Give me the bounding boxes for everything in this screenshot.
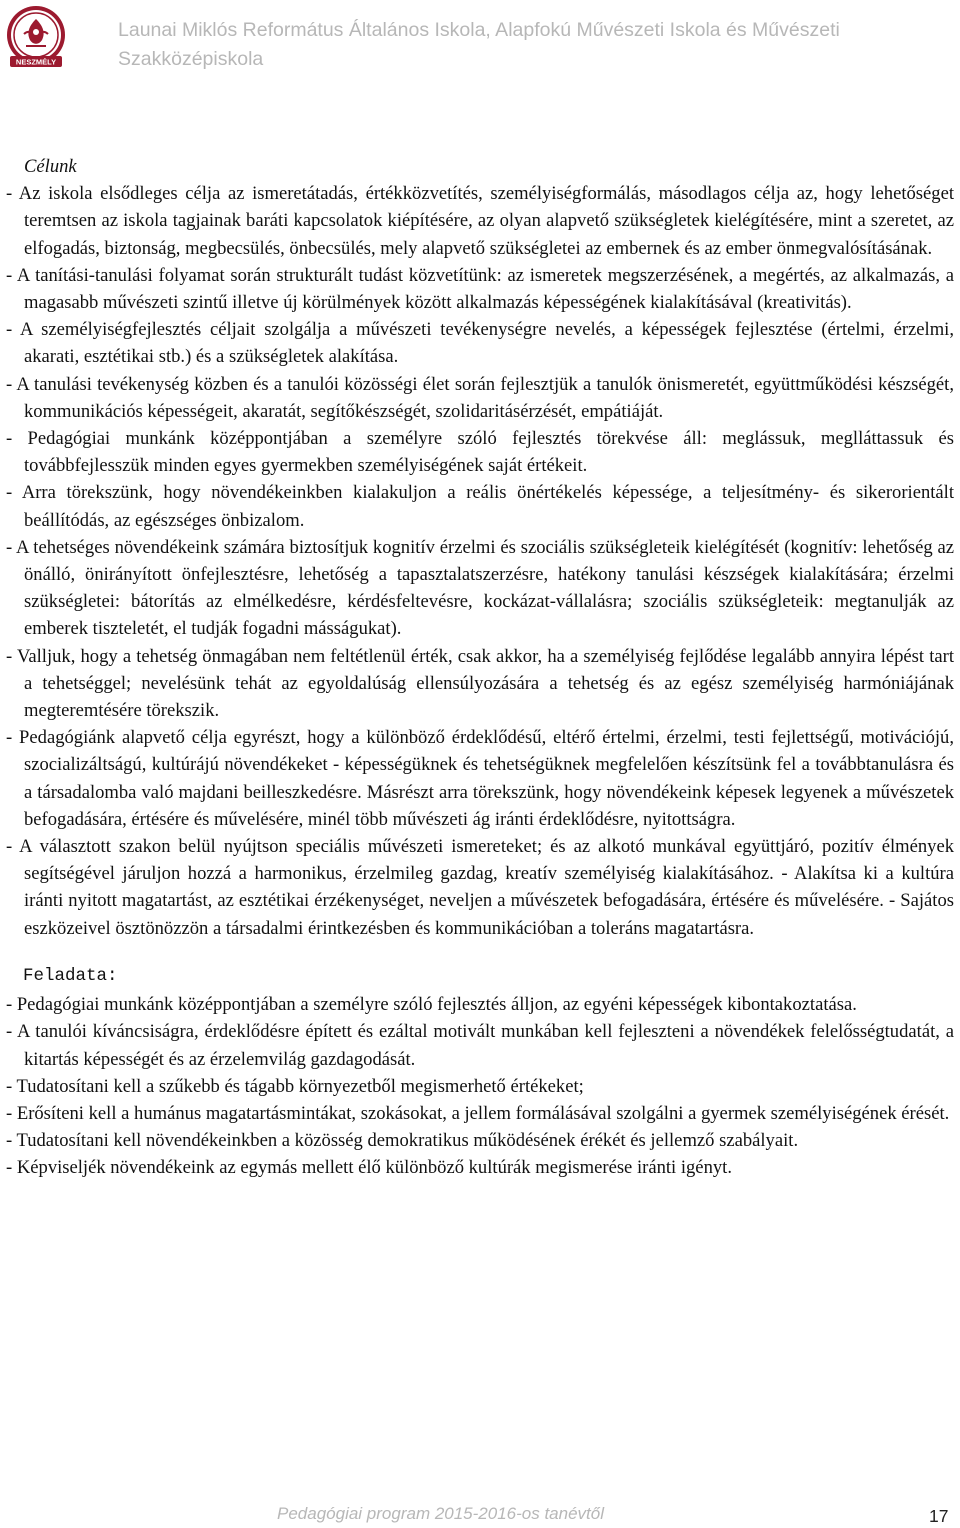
section-title-celunk: Célunk <box>24 156 77 177</box>
celunk-paragraph: - A tanulási tevékenység közben és a tanulói közösségi élet során fejlesztjük a tanulók önismeretét, együttműködési készségét, kommunikációs képességeit, akaratát, segítőkészségét, szolidaritásérzését, empátiáját. <box>6 373 954 422</box>
feladata-paragraph: - Erősíteni kell a humánus magatartásmintákat, szokásokat, a jellem formálásával szolgálni a gyermek személyiségének érését. <box>6 1102 950 1124</box>
celunk-paragraph: - Valljuk, hogy a tehetség önmagában nem feltétlenül érték, csak akkor, ha a személyiség fejlődése legalább annyira lépést tart a tehetséggel; nevelésünk tehát az egyoldalúság ellensúlyozására a tehetség és az egész személyiség harmóniájának megteremtésére törekszik. <box>6 645 954 722</box>
celunk-paragraph: - Az iskola elsődleges célja az ismeretátadás, értékközvetítés, személyiségformálás, másodlagos célja az, hogy lehetőséget teremtsen az iskola tagjainak baráti kapcsolatok kiépítésére, az olyan alapvető szükségletek kielégítésére, mint a szeretet, az elfogadás, biztonság, megbecsülés, önbecsülés, mely alapvető szükségletei az embernek és az ember önmegvalósításának. <box>6 183 954 259</box>
celunk-paragraph: - Pedagógiánk alapvető célja egyrészt, hogy a különböző érdeklődésű, eltérő értelmi, érzelmi, testi fejlettségű, motivációjú, szocializáltságú, kultúrájú növendékeket - képességüknek és tehetségüknek megfelelően készítsünk fel a továbbtanulásra és a társadalomba való majdani beilleszkedésre. Másrészt arra törekszünk, hogy növendékeink képesek legyenek a művészetek befogadására, értésére és művelésére, minél több művészeti ág iránti érdeklődésre, nyitottságra. <box>6 727 954 830</box>
header-school-name <box>118 16 948 74</box>
logo-caption: NESZMÉLY <box>15 57 57 67</box>
celunk-paragraph: - A tanítási-tanulási folyamat során strukturált tudást közvetítünk: az ismeretek megszerzésének, a megértés, az alkalmazás, a magasabb művészeti szintű illetve új körülmények között alkalmazás képességének kialakításával (kreativitás). <box>6 264 954 314</box>
celunk-paragraph: - A tehetséges növendékeink számára biztosítjuk kognitív érzelmi és szociális szükségleteik kielégítését (kognitív: lehetőség az önálló, önirányított önfejlesztésre, lehetőség a tapasztalatszerzésre, hatékony tanulási készségek kialakítására; érzelmi szükségletei: bátorítás az elmélkedésre, kérdésfeltevésre, kockázat-vállalásra; szociális szükségleteik: megtanulják az emberek tiszteletét, el tudják fogadni másságukat). <box>6 536 954 640</box>
celunk-paragraph: - Pedagógiai munkánk középpontjában a személyre szóló fejlesztés törekvése áll: meglássuk, meglláttassuk és továbbfejlesszük minden egyes gyermekben személyiségének saját értékeit. <box>6 428 954 477</box>
page-number: 17 <box>929 1506 949 1526</box>
school-logo-emblem <box>4 4 68 70</box>
document-body <box>6 153 954 1182</box>
header-title-line2: Szakközépiskola <box>118 48 264 70</box>
celunk-paragraph: - Arra törekszünk, hogy növendékeinkben kialakuljon a reális önértékelés képessége, a teljesítmény- és sikerorientált beállítódás, az egészséges önbizalom. <box>6 482 954 531</box>
feladata-paragraph: - A tanulói kíváncsiságra, érdeklődésre épített és ezáltal motivált munkában kell fejleszteni a növendékek felelősségtudatát, a kitartás képességét és az érzelemvilág gazdagodását. <box>6 1021 954 1070</box>
section-title-feladata: Feladata: <box>23 965 118 986</box>
feladata-paragraph: - Tudatosítani kell növendékeinkben a közösség demokratikus működésének érékét és jellemző szabályait. <box>6 1130 799 1152</box>
page-header <box>0 0 960 80</box>
page-footer <box>0 1500 960 1528</box>
celunk-paragraph: - A választott szakon belül nyújtson speciális művészeti ismereteket; és az alkotó munkával együttjáró, pozitív élmények segítségével járuljon hozzá a harmonikus, érzelmileg gazdag, kreatív személyiség kialakításához. - Alakítsa ki a kultúra iránti nyitott magatartást, az esztétikai érzékenységet, neveljen a művészetek befogadására, értésére és művelésére. - Sajátos eszközeivel ösztönözzön a társadalmi érintkezésben és kommunikációban a toleráns magatartásra. <box>6 836 954 939</box>
footer-program-title: Pedagógiai program 2015-2016-os tanévtől <box>277 1504 605 1523</box>
header-title-line1: Launai Miklós Református Általános Iskola, Alapfokú Művészeti Iskola és Művészeti <box>118 19 840 41</box>
feladata-paragraph: - Pedagógiai munkánk középpontjában a személyre szóló fejlesztés álljon, az egyéni képességek kibontakoztatása. <box>6 994 857 1016</box>
celunk-paragraph: - A személyiségfejlesztés céljait szolgálja a művészeti tevékenységre nevelés, a képességek fejlesztése (értelmi, érzelmi, akarati, esztétikai stb.) és a szükségletek alakítása. <box>6 319 954 368</box>
feladata-paragraph: - Képviseljék növendékeink az egymás mellett élő különböző kultúrák megismerése iránti igényt. <box>6 1157 732 1179</box>
feladata-paragraph: - Tudatosítani kell a szűkebb és tágabb környezetből megismerhető értékeket; <box>6 1075 584 1097</box>
